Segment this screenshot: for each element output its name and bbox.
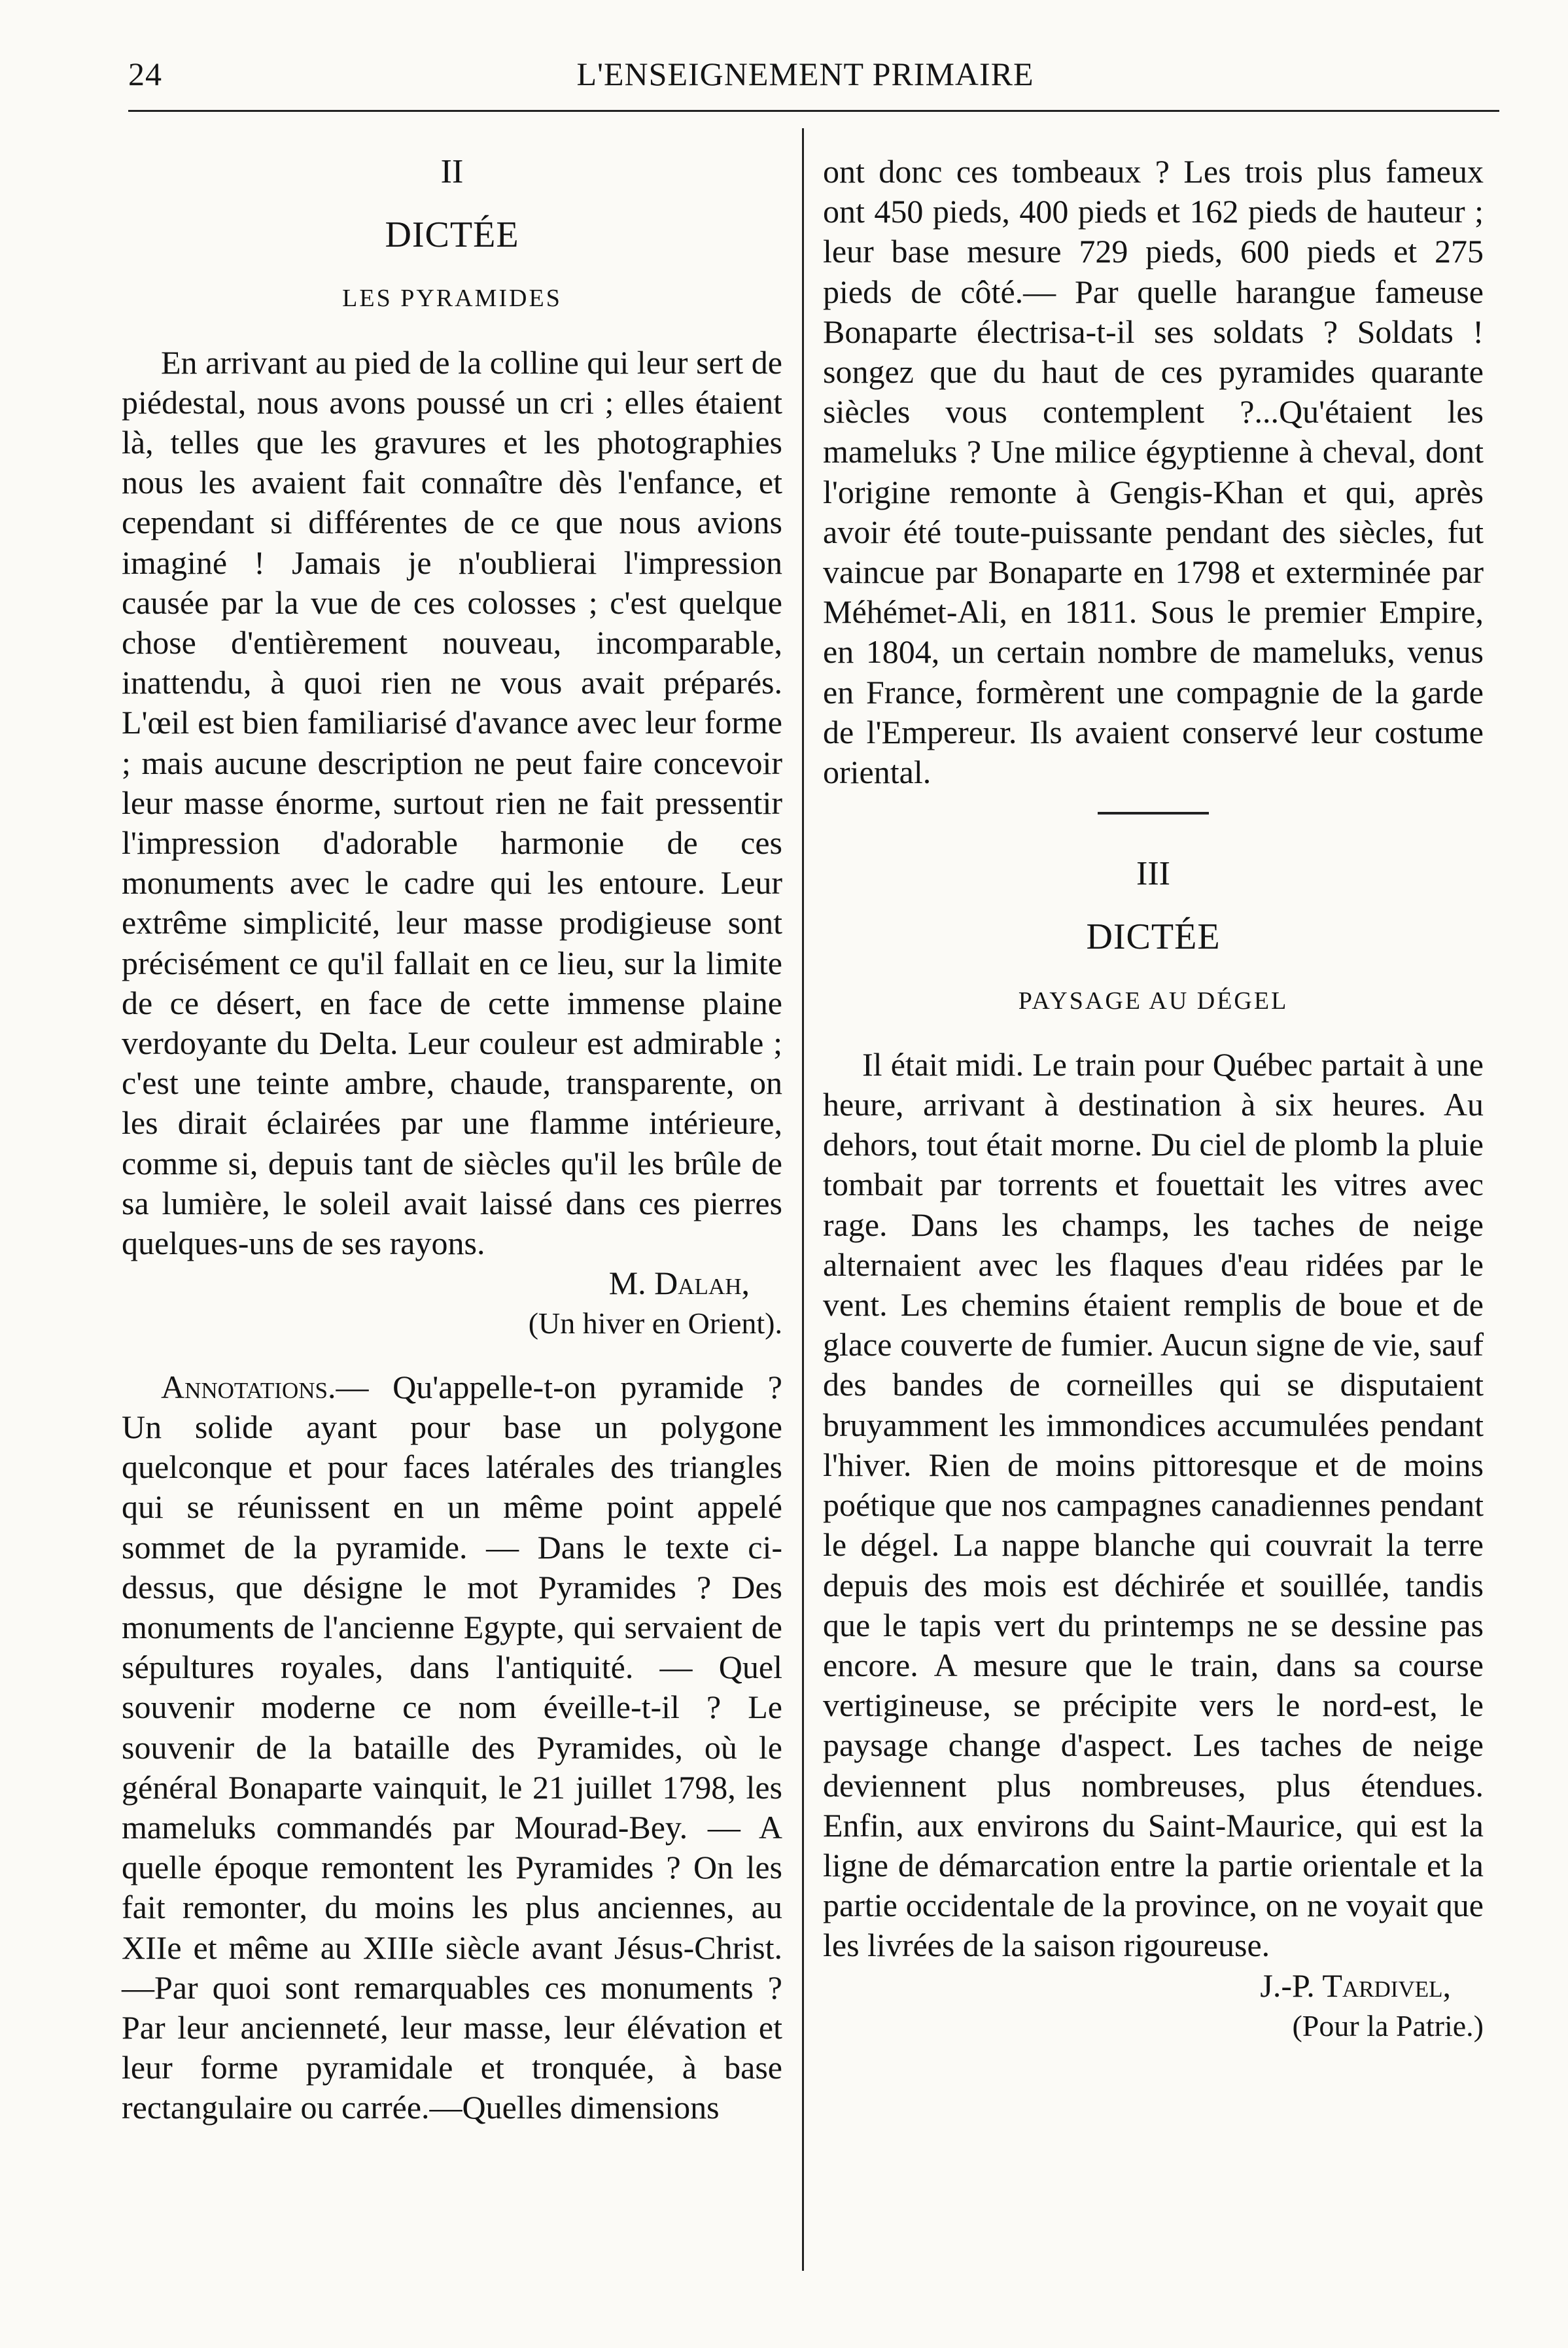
section-number-iii: III bbox=[1136, 855, 1170, 893]
header-rule bbox=[128, 110, 1499, 112]
dictation-text-degel: Il était midi. Le train pour Québec partait à une heure, arrivant à destination à six heures. Au dehors, tout était morne. Du ciel de plomb la pluie tombait par torrents et fouettait les vitres avec rage. Dans les champs, les taches de neige alternaient avec les flaques d'eau ridées par le vent. Les chemins étaient remplis de boue et de glace couverte de fumier. Aucun signe de vie, sauf des bandes de corneilles qui se disputaient bruyamment les immondices accumulées pendant l'hiver. Rien de moins pittoresque et de moins poétique que nos campagnes canadiennes pendant le dégel. La nappe blanche qui couvrait la terre depuis des mois est déchirée et souillée, tandis que le tapis vert du printemps ne se dessine pas encore. A mesure que le train, dans sa course vertigineuse, se précipite vers le nord-est, le paysage change d'aspect. Les taches de neige deviennent plus nombreuses, plus étendues. Enfin, aux environs du Saint-Maurice, qui est la ligne de démarcation entre la partie orientale et la partie occidentale de la province, on ne voyait que les livrées de la saison rigoureuse. bbox=[823, 1045, 1484, 1964]
section-number-ii: II bbox=[440, 153, 464, 190]
section-subtitle: LES PYRAMIDES bbox=[342, 285, 562, 313]
source-citation: (Un hiver en Orient). bbox=[528, 1306, 782, 1340]
annotations-continuation: ont donc ces tombeaux ? Les trois plus fameux ont 450 pieds, 400 pieds et 162 pieds de hauteur ; leur base mesure 729 pieds, 600 pieds et 275 pieds de côté.— Par quelle harangue fameuse Bonaparte électrisa-t-il ses soldats ? Soldats ! songez que du haut de ces pyramides quarante siècles vous contemplent ?...Qu'étaient les mameluks ? Une milice égyptienne à cheval, dont l'origine remonte à Gengis-Khan et qui, après avoir été toute-puissante pendant des siècles, fut vaincue par Bonaparte en 1798 et exterminée par Méhémet-Ali, en 1811. Sous le premier Empire, en 1804, un certain nombre de mameluks, venus en France, formèrent une compagnie de la garde de l'Empereur. Ils avaient conservé leur costume oriental. bbox=[823, 153, 1484, 791]
running-title: L'ENSEIGNEMENT PRIMAIRE bbox=[576, 56, 1034, 92]
column-divider bbox=[802, 128, 804, 2271]
right-column bbox=[823, 152, 1484, 2046]
source-citation-2: (Pour la Patrie.) bbox=[1292, 2008, 1484, 2042]
annotations-text: — Qu'appelle-t-on pyramide ? Un solide ayant pour base un polygone quelconque et pour faces latérales des triangles qui se réunissent en un même point appelé sommet de la pyramide. — Dans le texte ci-dessus, que désigne le mot Pyramides ? Des monuments de l'ancienne Egypte, qui servaient de sépultures royales, dans l'antiquité. — Quel souvenir moderne ce nom éveille-t-il ? Le souvenir de la bataille des Pyramides, où le général Bonaparte vainquit, le 21 juillet 1798, les mameluks commandés par Mourad-Bey. — A quelle époque remontent les Pyramides ? On les fait remonter, du moins les plus anciennes, au XIIe et même au XIIIe siècle avant Jésus-Christ.—Par quoi sont remarquables ces monuments ? Par leur ancienneté, leur masse, leur élévation et leur forme pyramidale et tronquée, à base rectangulaire ou carrée.—Quelles dimensions bbox=[122, 1368, 782, 2126]
annotations-paragraph bbox=[122, 1367, 782, 2128]
section-heading-dictee-2: DICTÉE bbox=[1086, 917, 1221, 958]
dictation-text-pyramides: En arrivant au pied de la colline qui leur sert de piédestal, nous avons poussé un cri ; elles étaient là, telles que les gravures et les photographies nous les avaient fait connaître dès l'enfance, et cependant si différentes de ce que nous avions imaginé ! Jamais je n'oublierai l'impression causée par la vue de ces colosses ; c'est quelque chose d'entièrement nouveau, incomparable, inattendu, à quoi rien ne vous avait préparés. L'œil est bien familiarisé d'avance avec leur forme ; mais aucune description ne peut faire concevoir leur masse énorme, surtout rien ne fait pressentir l'impression d'adorable harmonie de ces monuments avec le cadre qui les entoure. Leur extrême simplicité, leur masse prodigieuse sont précisément ce qu'il fallait en ce lieu, sur la limite de ce désert, en face de cette immense plaine verdoyante du Delta. Leur couleur est admirable ; c'est une teinte ambre, chaude, transparente, on les dirait éclairées par une flamme intérieure, comme si, depuis tant de siècles qu'il les brûle de sa lumière, le soleil avait laissé dans ces pierres quelques-uns de ses rayons. bbox=[122, 343, 782, 1262]
page-number: 24 bbox=[128, 56, 162, 92]
section-heading-dictee: DICTÉE bbox=[385, 215, 519, 256]
annotations-label: Annotations. bbox=[161, 1368, 336, 1405]
running-header bbox=[128, 46, 1482, 105]
left-column bbox=[122, 152, 782, 2128]
author-signature-2: J.-P. Tardivel, bbox=[1260, 1967, 1451, 2004]
author-signature: M. Dalah, bbox=[608, 1265, 750, 1302]
section-subtitle-2: PAYSAGE AU DÉGEL bbox=[1018, 987, 1289, 1015]
